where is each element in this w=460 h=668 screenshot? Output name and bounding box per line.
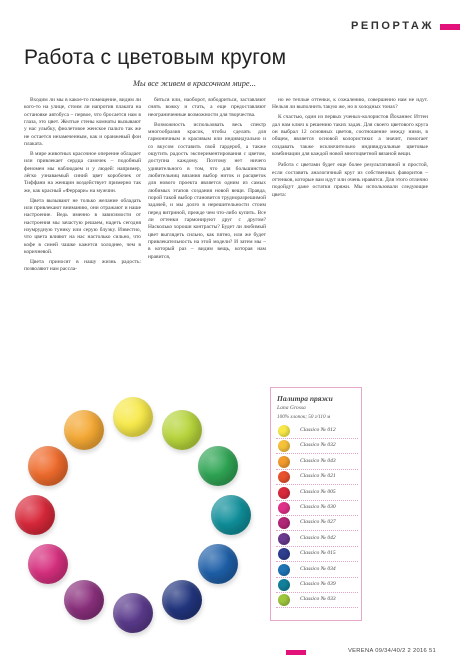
paragraph: Цвета приносят в нашу жизнь радость: позволяют нам рассла- [24, 259, 141, 273]
palette-swatch-row [276, 547, 360, 561]
yarn-palette-box [270, 387, 362, 621]
palette-swatch-row [276, 455, 360, 469]
yarn-ball-light-green [162, 410, 202, 450]
yarn-swatch-icon [278, 517, 290, 529]
yarn-ball-orange [28, 446, 68, 486]
palette-title: Палитра пряжи [277, 394, 333, 403]
paragraph: Возможность использовать весь спектр многообразия красок, чтобы сделать для гармоничным и красивым или индивидуально и со вкусом составить свой гардероб, а также ощутить радость экспериментирования с цветом, доступна каждому. Поэтому нет ничего удивительного в том, что для большинства любительниц вязания выбор ниток и расцветок для нового проекта является одним из самых любимых этапов создания новой вещи. Правда, порой такой выбор становится трудноразрешимой задачей, и мы долго в нерешительности стоим перед витриной, прежде чем что-либо купить. Все ли оттенки гармонируют друг с другом? Насколько хороши контрасты? Будет ли любимый цвет выглядеть сильно, как пятно, или же будет привлекательность на этой модели? И затем мы – в который раз – видим вещь, которая нам нравится, [148, 121, 266, 260]
palette-swatch-row [276, 516, 360, 530]
yarn-swatch-icon [278, 548, 290, 560]
palette-swatch-row [276, 501, 360, 515]
swatch-label: Classico № 005 [300, 488, 336, 495]
rubric-accent-bar [440, 24, 460, 30]
yarn-swatch-icon [278, 579, 290, 591]
rubric-label: РЕПОРТАЖ [350, 20, 434, 32]
paragraph: К счастью, один из первых ученых-колористов Йоханнес Иттен дал нам ключ к решению таких задач. Для своего цветового круга он выбрал 12 основных цветов, соотношение между ними, в общем, является основой колористики: а значит, помогает создавать также исключительно индивидуальные цветовые комбинации для каждой новой многоцветной вязаной вещи. [272, 114, 428, 157]
yarn-ball-magenta [28, 544, 68, 584]
yarn-swatch-icon [278, 533, 290, 545]
palette-swatch-row [276, 593, 360, 607]
swatch-label: Classico № 034 [300, 565, 336, 572]
text-column-3 [272, 97, 428, 202]
yarn-ball-yellow [113, 397, 153, 437]
swatch-divider [276, 607, 358, 608]
paragraph: но ее теплые оттенки, к сожалению, совершенно нам не идут. Нельзя ли выполнить такую же, но в холодных тонах? [272, 97, 428, 111]
yarn-ball-teal [211, 495, 251, 535]
page-footer [286, 646, 436, 658]
swatch-label: Classico № 021 [300, 473, 336, 480]
footer-accent-bar [286, 650, 306, 655]
palette-swatch-row [276, 470, 360, 484]
yarn-swatch-icon [278, 440, 290, 452]
paragraph: биться или, наоборот, взбодриться, заставляют снять вожку и стать, а еще предоставляют неограниченные возможности для творчества. [148, 97, 266, 118]
article-title: Работа с цветовым кругом [24, 46, 287, 69]
paragraph: Цвета вызывают не только желание обладать или привлекают вниманию, они отражают и наше настроение. Ведь именно в зависимости от настроения мы зачастую решаем, надеть сегодня изумрудную тунику или серую блузку. Известно, что цвета влияют на нас настолько сильно, что кофе в синей чашке кажется холоднее, чем в коричневой. [24, 197, 141, 256]
palette-brand: Lana Grossa [277, 405, 306, 411]
yarn-swatch-icon [278, 425, 290, 437]
yarn-ball-plum [64, 580, 104, 620]
yarn-ball-blue [198, 544, 238, 584]
yarn-ball-amber [64, 410, 104, 450]
swatch-label: Classico № 032 [300, 442, 336, 449]
yarn-swatch-icon [278, 594, 290, 606]
yarn-ball-violet [113, 593, 153, 633]
palette-swatch-row [276, 486, 360, 500]
yarn-swatch-icon [278, 471, 290, 483]
footer-text: VERENA 09/34/40/2 2 2016 51 [347, 648, 436, 654]
palette-spec: 100% хлопок; 50 г/110 м [277, 414, 331, 420]
palette-swatch-row [276, 563, 360, 577]
swatch-label: Classico № 015 [300, 550, 336, 557]
swatch-label: Classico № 030 [300, 504, 336, 510]
yarn-ball-navy [162, 580, 202, 620]
swatch-label: Classico № 043 [300, 457, 336, 464]
yarn-swatch-icon [278, 502, 290, 514]
swatch-label: Classico № 027 [300, 519, 336, 526]
swatch-label: Classico № 033 [300, 596, 336, 603]
swatch-label: Classico № 039 [300, 581, 336, 587]
article-subtitle: Мы все живем в красочном мире... [133, 79, 256, 88]
swatch-label: Classico № 012 [300, 427, 336, 433]
section-rubric [324, 20, 460, 34]
palette-swatch-row [276, 424, 360, 438]
yarn-swatch-icon [278, 564, 290, 576]
palette-swatch-row [276, 578, 360, 592]
yarn-ball-red [15, 495, 55, 535]
paragraph: В мире животных красочное оперение обладает или привлекает сердца самочек – подобный феномен мы наблюдаем и у людей: например, лёгко узнаваемый синий цвет коробочек от Тиффани на женщин воздействует примерно так же, как красный «Феррари» на мужчин. [24, 151, 141, 194]
text-column-2 [148, 97, 266, 264]
yarn-swatch-icon [278, 456, 290, 468]
palette-swatch-row [276, 439, 360, 453]
paragraph: Работа с цветами будет еще более результативной и простой, если составить аналогичный круг из собственных фаворитов – оттенков, которые вам идут или очень нравятся. Для этого отлично подойдут даже остатки пряжи. Мы использовали следующие цвета: [272, 162, 428, 198]
paragraph: Входим ли мы в какое-то помещение, видим ли кого-то на улице, стоим ли напротив плаката на остановке автобуса – первое, что бросается нам в глаза, это цвет. Желтые стены комнаты вызывают у нас улыбку, фиолетовое женское пальто так же не остается незамеченным, как и оранжевый фон плаката. [24, 97, 141, 148]
yarn-ball-green [198, 446, 238, 486]
palette-swatch-row [276, 532, 360, 546]
yarn-swatch-icon [278, 487, 290, 499]
text-column-1 [24, 97, 141, 276]
swatch-label: Classico № 042 [300, 534, 336, 541]
